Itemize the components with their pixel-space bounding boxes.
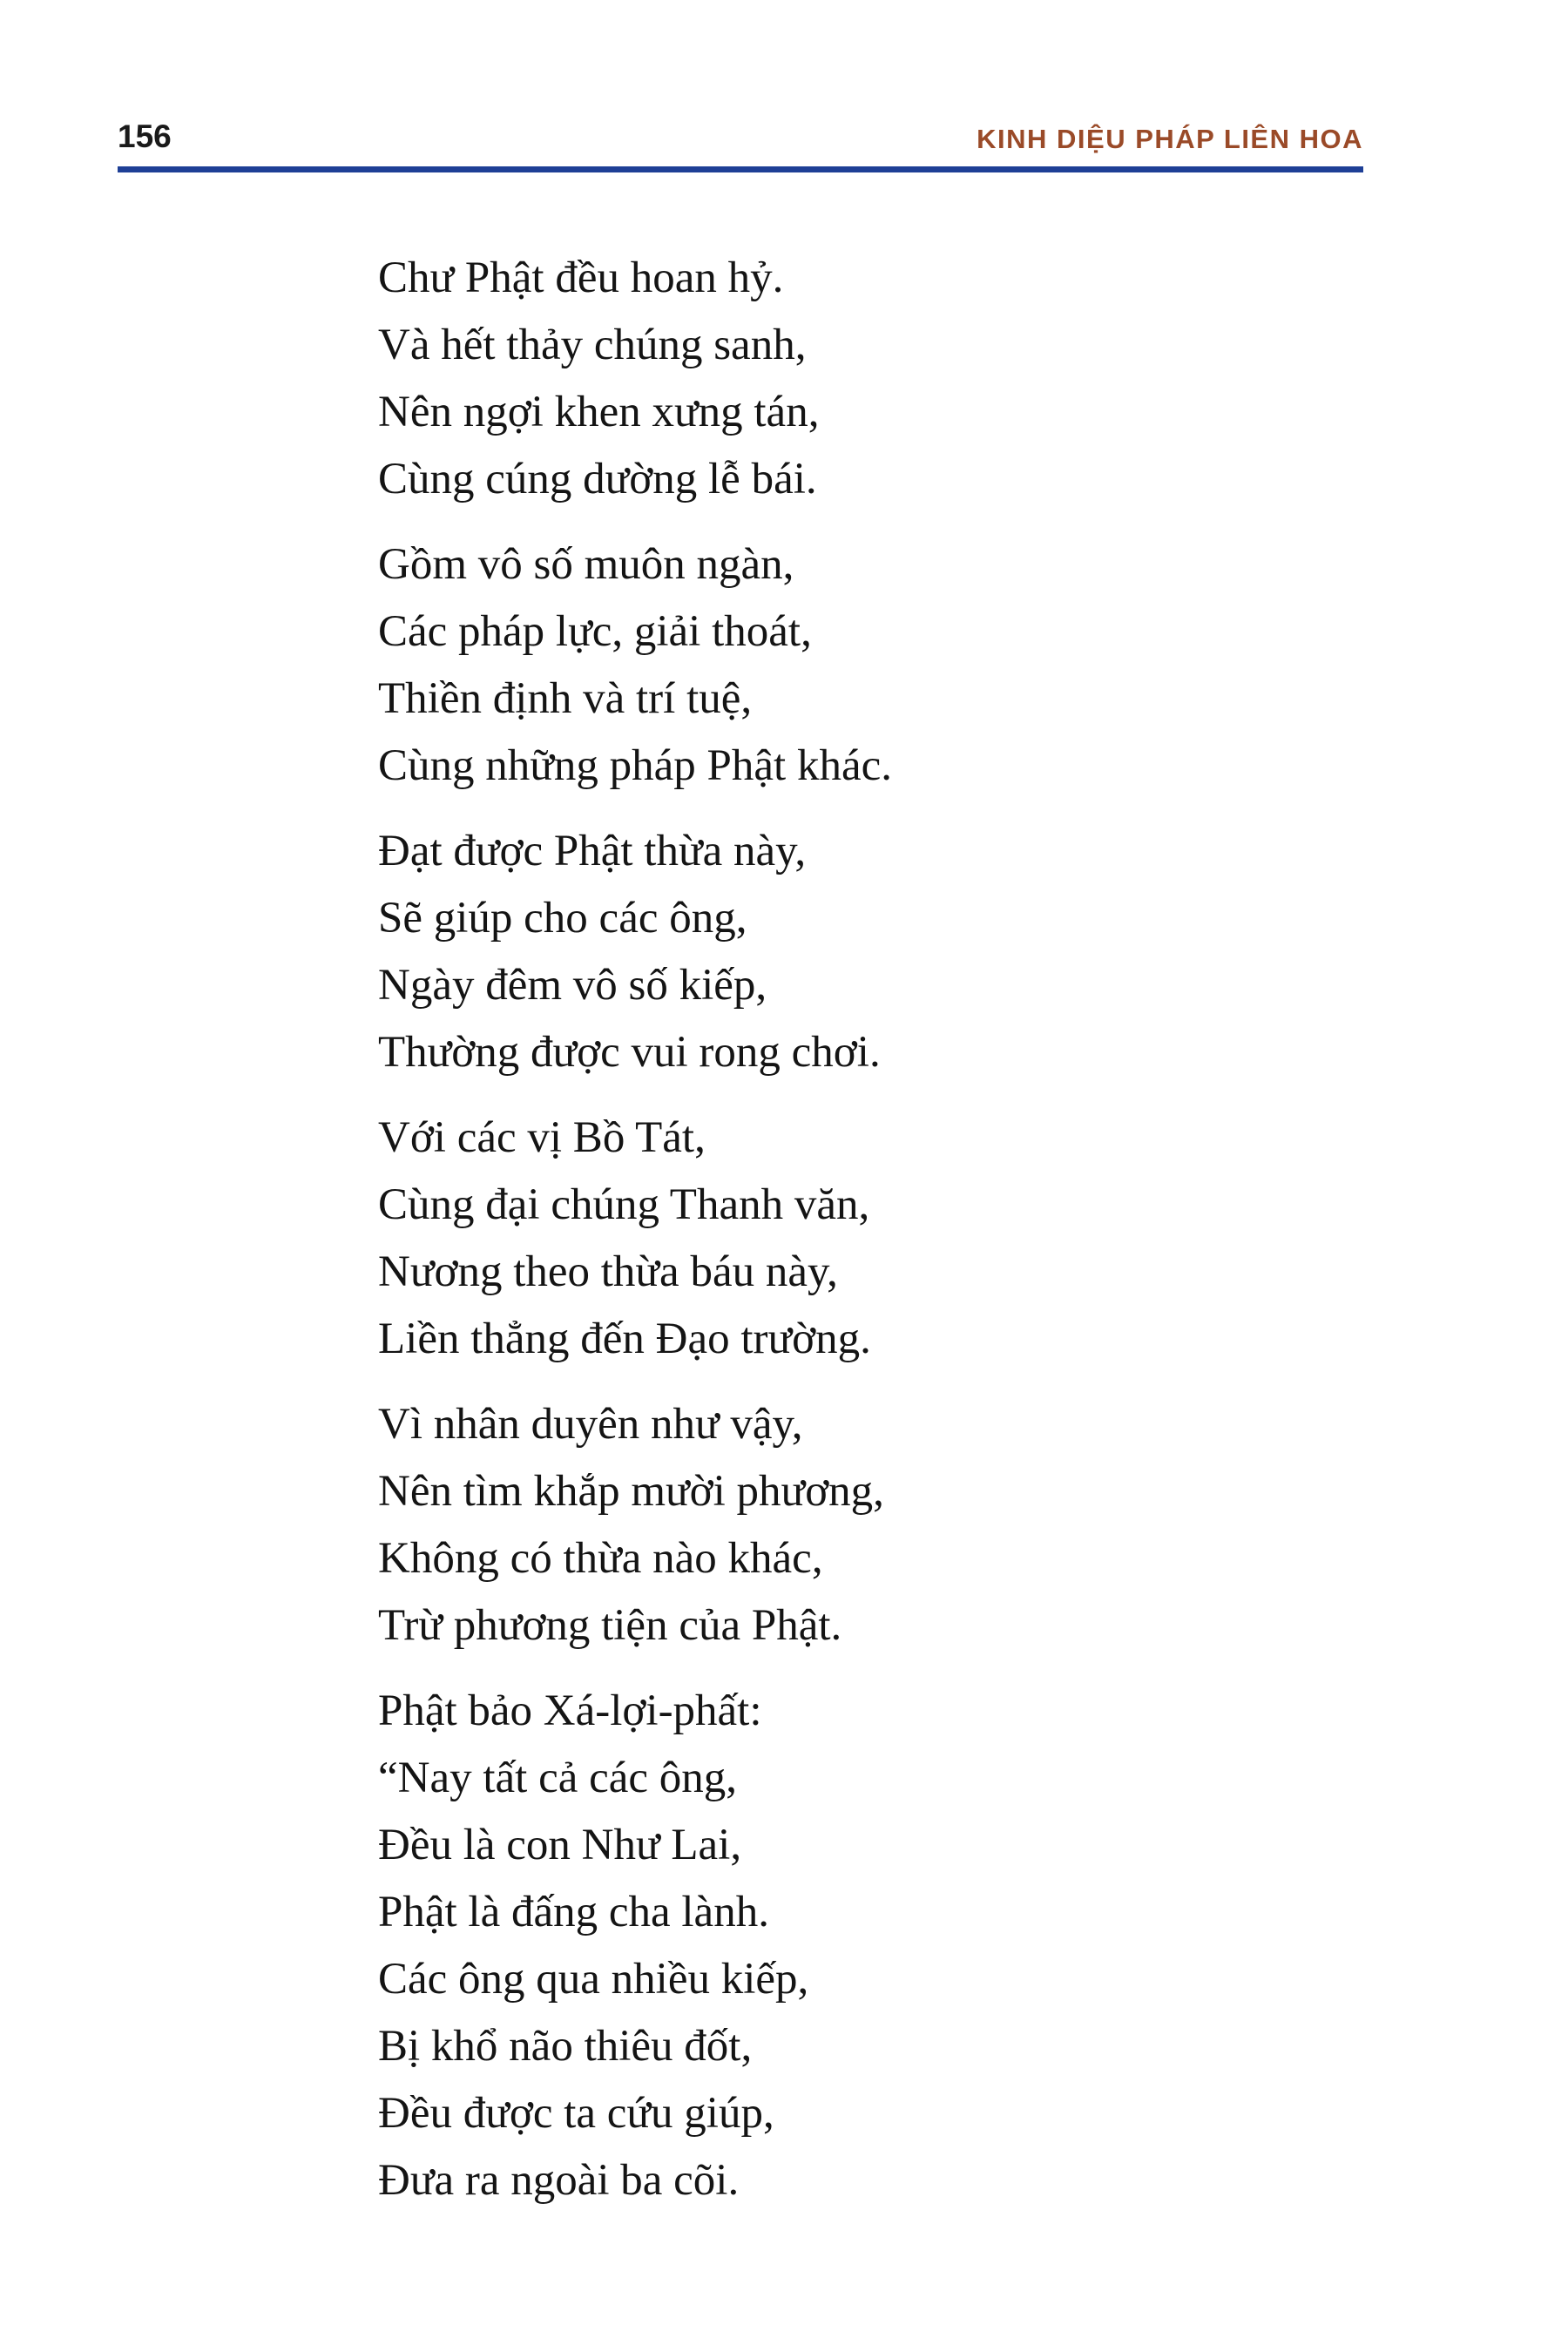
verse-line: Liền thẳng đến Đạo trường. bbox=[378, 1315, 871, 1363]
stanza bbox=[378, 1105, 892, 1373]
verse-line: Đều là con Như Lai, bbox=[378, 1821, 742, 1869]
running-title: KINH DIỆU PHÁP LIÊN HOA bbox=[977, 124, 1363, 154]
page-header bbox=[118, 120, 1363, 172]
verse-line: Thiền định và trí tuệ, bbox=[378, 674, 753, 723]
verse-line: Cùng cúng dường lễ bái. bbox=[378, 455, 817, 504]
verse-line: Đều được ta cứu giúp, bbox=[378, 2089, 774, 2138]
verse-line: Đạt được Phật thừa này, bbox=[378, 827, 807, 875]
verse-line: Ngày đêm vô số kiếp, bbox=[378, 961, 767, 1010]
verse-line: Sẽ giúp cho các ông, bbox=[378, 894, 747, 943]
verse-line: Với các vị Bồ Tát, bbox=[378, 1113, 706, 1162]
verse-line: Trừ phương tiện của Phật. bbox=[378, 1601, 842, 1650]
verse-line: “Nay tất cả các ông, bbox=[378, 1754, 738, 1802]
verse-line: Đưa ra ngoài ba cõi. bbox=[378, 2156, 740, 2205]
verse-line: Nương theo thừa báu này, bbox=[378, 1247, 838, 1296]
verse-line: Các pháp lực, giải thoát, bbox=[378, 607, 812, 656]
stanza bbox=[378, 1391, 892, 1659]
verse-line: Cùng những pháp Phật khác. bbox=[378, 741, 892, 790]
verse-line: Và hết thảy chúng sanh, bbox=[378, 321, 807, 369]
verse-line: Nên ngợi khen xưng tán, bbox=[378, 388, 820, 436]
verse-line: Gồm vô số muôn ngàn, bbox=[378, 540, 794, 589]
verse-line: Phật là đấng cha lành. bbox=[378, 1888, 769, 1936]
stanza bbox=[378, 531, 892, 800]
verse-line: Vì nhân duyên như vậy, bbox=[378, 1400, 803, 1449]
verse-line: Chư Phật đều hoan hỷ. bbox=[378, 253, 784, 302]
stanza bbox=[378, 818, 892, 1086]
verse-line: Thường được vui rong chơi. bbox=[378, 1028, 881, 1077]
verse-line: Phật bảo Xá-lợi-phất: bbox=[378, 1686, 762, 1735]
verse-line: Cùng đại chúng Thanh văn, bbox=[378, 1180, 870, 1229]
verse-line: Bị khổ não thiêu đốt, bbox=[378, 2022, 753, 2071]
verse-body bbox=[378, 245, 892, 2233]
verse-line: Các ông qua nhiều kiếp, bbox=[378, 1955, 809, 2004]
verse-line: Không có thừa nào khác, bbox=[378, 1534, 823, 1583]
stanza bbox=[378, 245, 892, 513]
stanza bbox=[378, 1678, 892, 2214]
page-number: 156 bbox=[118, 118, 172, 154]
verse-line: Nên tìm khắp mười phương, bbox=[378, 1467, 884, 1516]
